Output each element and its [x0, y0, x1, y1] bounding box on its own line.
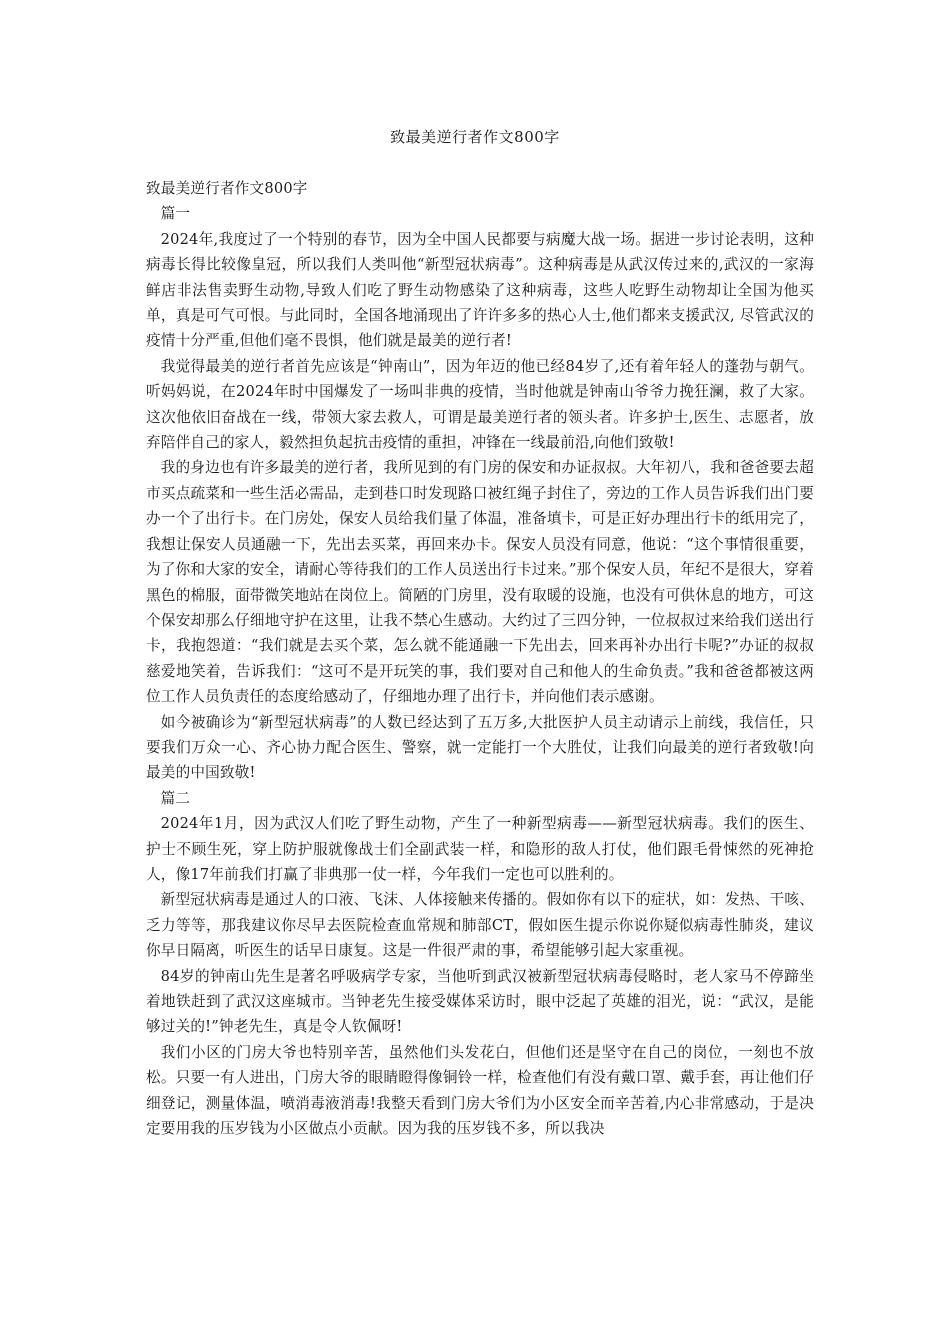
paragraph: 我们小区的门房大爷也特别辛苦，虽然他们头发花白，但他们还是坚守在自己的岗位，一刻也不放松。只要一有人进出，门房大爷的眼睛瞪得像铜铃一样，检查他们有没有戴口罩、戴手套，再让他们仔细登记，测量体温，喷消毒液消毒!我整天看到门房大爷们为小区安全而辛苦着,内心非常感动，于是决定要用我的压岁钱为小区做点小贡献。因为我的压岁钱不多，所以我决	[146, 1043, 814, 1138]
paragraph: 我的身边也有许多最美的逆行者，我所见到的有门房的保安和办证叔叔。大年初八，我和爸爸要去超市买点疏菜和一些生活必需品，走到巷口时发现路口被红绳子封住了，旁边的工作人员告诉我们出门要办一个了出行卡。在门房处，保安人员给我们量了体温，准备填卡，可是正好办理出行卡的纸用完了，我想让保安人员通融一下，先出去买菜，再回来办卡。保安人员没有同意，他说：“这个事情很重要，为了你和大家的安全，请耐心等待我们的工作人员送出行卡过来。”那个保安人员，年纪不是很大，穿着黑色的棉服，面带微笑地站在岗位上。简陋的门房里，没有取暖的设施，也没有可供休息的地方，可这个保安却那么仔细地守护在这里，让我不禁心生感动。大约过了三四分钟，一位叔叔过来给我们送出行卡，我抱怨道：“我们就是去买个菜，怎么就不能通融一下先出去，回来再补办出行卡呢?”办证的叔叔慈爱地笑着，告诉我们：“这可不是开玩笑的事，我们要对自己和他人的生命负责。”我和爸爸都被这两位工作人员负责任的态度给感动了，仔细地办理了出行卡，并向他们表示感谢。	[146, 459, 814, 706]
document-subtitle: 致最美逆行者作文800字	[146, 180, 308, 197]
paragraph: 新型冠状病毒是通过人的口液、飞沫、人体接触来传播的。假如你有以下的症状，如：发热、干咳、乏力等等，那我建议你尽早去医院检查血常规和肺部CT，假如医生提示你说你疑似病毒性肺炎，建议你早日隔离，听医生的话早日康复。这是一件很严肃的事，希望能够引起大家重视。	[146, 891, 814, 960]
document-body	[146, 176, 814, 1141]
paragraph: 我觉得最美的逆行者首先应该是“钟南山”，因为年迈的他已经84岁了,还有着年轻人的蓬勃与朝气。听妈妈说，在2024年时中国爆发了一场叫非典的疫情，当时他就是钟南山爷爷力挽狂澜，救了大家。这次他依旧奋战在一线，带领大家去救人，可谓是最美逆行者的领头者。许多护士,医生、志愿者，放弃陪伴自己的家人，毅然担负起抗击疫情的重担，冲锋在一线最前沿,向他们致敬!	[146, 357, 814, 452]
paragraph: 如今被确诊为“新型冠状病毒”的人数已经达到了五万多,大批医护人员主动请示上前线，我信任，只要我们万众一心、齐心协力配合医生、警察，就一定能打一个大胜仗，让我们向最美的逆行者致敬!向最美的中国致敬!	[146, 713, 814, 782]
section-label-1: 篇一	[160, 205, 191, 223]
page-title: 致最美逆行者作文800字	[390, 128, 560, 146]
paragraph: 2024年1月，因为武汉人们吃了野生动物，产生了一种新型病毒——新型冠状病毒。我们的医生、护士不顾生死，穿上防护服就像战士们全副武装一样，和隐形的敌人打仗，他们跟毛骨悚然的死神抢人，像17年前我们打赢了非典那一仗一样，今年我们一定也可以胜利的。	[146, 815, 814, 883]
paragraph: 2024年,我度过了一个特别的春节，因为全中国人民都要与病魔大战一场。据进一步讨论表明，这种病毒长得比较像皇冠，所以我们人类叫他“新型冠状病毒”。这种病毒是从武汉传过来的,武汉的一家海鲜店非法售卖野生动物,导致人们吃了野生动物感染了这种病毒，这些人吃野生动物却让全国为他买单，真是可气可恨。与此同时，全国各地涌现出了许许多多的热心人士,他们都来支援武汉, 尽管武汉的疫情十分严重,但他们毫不畏惧，他们就是最美的逆行者!	[146, 230, 814, 350]
paragraph: 84岁的钟南山先生是著名呼吸病学专家，当他听到武汉被新型冠状病毒侵略时，老人家马不停蹄坐着地铁赶到了武汉这座城市。当钟老先生接受媒体采访时，眼中泛起了英雄的泪光，说：“武汉，是能够过关的!”钟老先生，真是令人钦佩呀!	[146, 967, 814, 1036]
section-label-2: 篇二	[160, 789, 191, 807]
